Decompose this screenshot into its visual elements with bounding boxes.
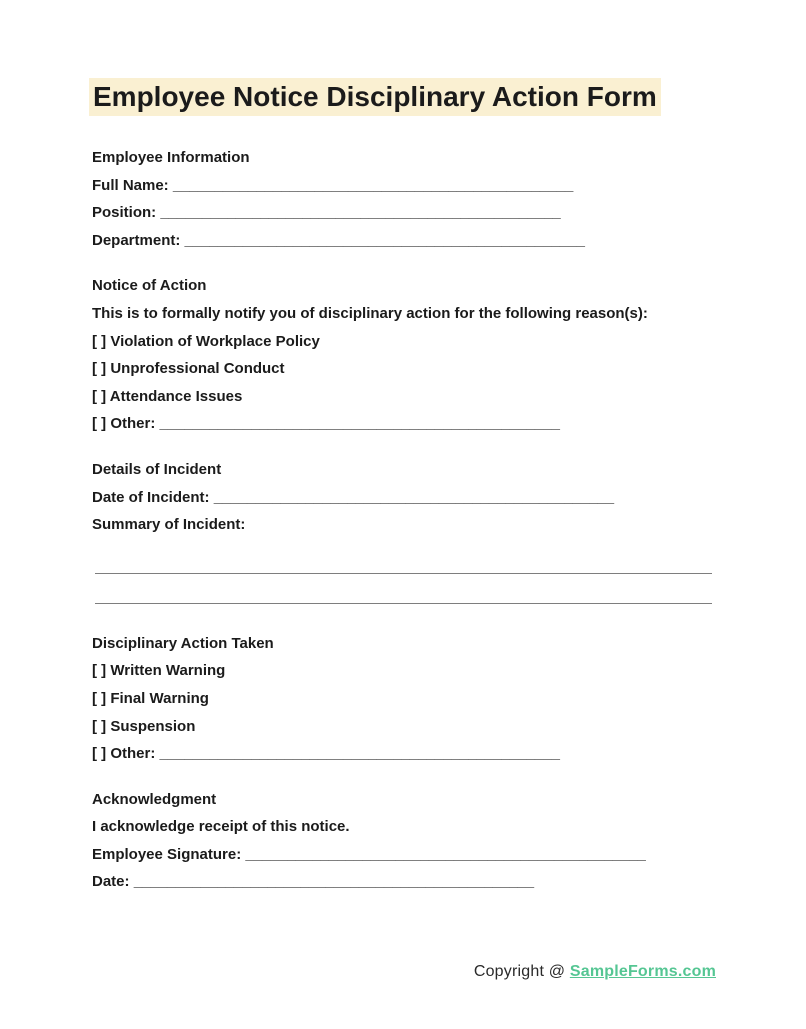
acknowledgment-statement: I acknowledge receipt of this notice. xyxy=(92,818,350,836)
checkbox-label: Violation of Workplace Policy xyxy=(110,332,320,350)
section-disciplinary-action-taken xyxy=(92,630,716,768)
checkbox-icon[interactable]: [ ] xyxy=(92,717,107,735)
checkbox-option-unprofessional[interactable] xyxy=(92,355,716,383)
section-acknowledgment xyxy=(92,786,716,896)
checkbox-option-suspension[interactable] xyxy=(92,713,716,741)
full-name-fill-line[interactable]: ________________________________________________ xyxy=(172,176,574,194)
field-full-name xyxy=(92,172,716,200)
position-fill-line[interactable]: ________________________________________________ xyxy=(160,204,561,222)
notice-intro-text: This is to formally notify you of disciplinary action for the following reason(s): xyxy=(92,304,648,322)
summary-writing-line-2[interactable] xyxy=(95,603,712,604)
other-action-fill-line[interactable]: ________________________________________________ xyxy=(159,745,560,763)
checkbox-icon[interactable]: [ ] xyxy=(92,745,107,763)
field-label: Full Name: xyxy=(92,176,169,194)
field-label: Date of Incident: xyxy=(92,488,210,506)
checkbox-label: Attendance Issues xyxy=(109,387,243,405)
checkbox-label: Unprofessional Conduct xyxy=(110,360,285,378)
summary-writing-line-1[interactable] xyxy=(95,573,712,574)
checkbox-icon[interactable]: [ ] xyxy=(92,689,107,707)
checkbox-icon[interactable]: [ ] xyxy=(92,332,107,350)
checkbox-icon[interactable]: [ ] xyxy=(92,415,107,433)
checkbox-option-violation[interactable] xyxy=(92,328,716,356)
checkbox-option-attendance[interactable] xyxy=(92,383,716,411)
page-title: Employee Notice Disciplinary Action Form xyxy=(89,78,661,116)
checkbox-label: Written Warning xyxy=(110,662,226,680)
footer xyxy=(0,959,806,985)
checkbox-label: Suspension xyxy=(110,717,196,735)
section-heading: Acknowledgment xyxy=(92,790,217,808)
section-heading: Employee Information xyxy=(92,149,250,166)
checkbox-option-other-reason[interactable] xyxy=(92,410,716,438)
field-date xyxy=(92,868,716,896)
field-date-of-incident xyxy=(92,484,716,512)
section-details-of-incident xyxy=(92,456,716,604)
sampleforms-link[interactable]: SampleForms.com xyxy=(569,963,716,980)
checkbox-option-final-warning[interactable] xyxy=(92,685,716,713)
field-employee-signature xyxy=(92,841,716,869)
employee-signature-fill-line[interactable]: ________________________________________________ xyxy=(245,845,646,863)
field-label: Employee Signature: xyxy=(92,845,242,863)
checkbox-icon[interactable]: [ ] xyxy=(92,360,107,378)
section-heading: Details of Incident xyxy=(92,460,222,478)
checkbox-option-other-action[interactable] xyxy=(92,740,716,768)
copyright-text: Copyright @ xyxy=(473,963,566,980)
section-employee-information xyxy=(92,144,716,254)
field-department xyxy=(92,227,716,255)
date-fill-line[interactable]: ________________________________________________ xyxy=(133,873,535,891)
checkbox-label: Other: xyxy=(110,415,156,433)
checkbox-option-written-warning[interactable] xyxy=(92,657,716,685)
checkbox-icon[interactable]: [ ] xyxy=(92,387,107,405)
section-heading: Disciplinary Action Taken xyxy=(92,634,274,652)
checkbox-icon[interactable]: [ ] xyxy=(92,662,107,680)
section-notice-of-action xyxy=(92,272,716,438)
department-fill-line[interactable]: ________________________________________________ xyxy=(184,231,585,249)
field-label: Date: xyxy=(92,873,130,891)
field-label: Position: xyxy=(92,204,157,222)
other-reason-fill-line[interactable]: ________________________________________________ xyxy=(159,415,560,433)
date-of-incident-fill-line[interactable]: ________________________________________________ xyxy=(213,488,615,506)
section-heading: Notice of Action xyxy=(92,277,207,295)
field-position xyxy=(92,199,716,227)
summary-of-incident-label: Summary of Incident: xyxy=(92,516,246,534)
checkbox-label: Other: xyxy=(110,745,156,763)
field-label: Department: xyxy=(92,231,181,249)
checkbox-label: Final Warning xyxy=(110,689,209,707)
